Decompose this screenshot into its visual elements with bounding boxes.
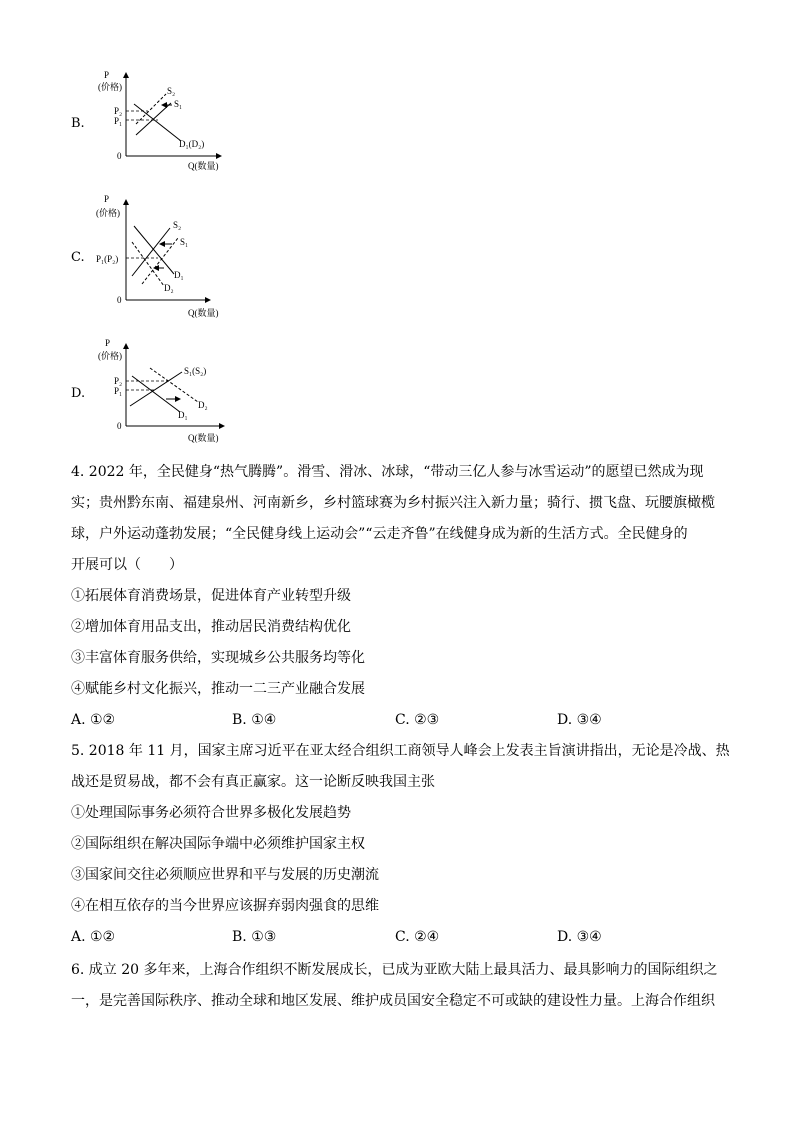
demand-curve-d1	[134, 104, 181, 141]
p-axis-label: P	[105, 338, 111, 348]
p1-label: P₁	[114, 386, 123, 396]
origin-label: 0	[117, 295, 122, 305]
q5-stem-line-2: 战还是贸易战，都不会有真正赢家。这一论断反映我国主张	[71, 774, 435, 790]
q4-stem-line-4: 开展可以（ ）	[71, 557, 183, 573]
s2-label: S₂	[173, 220, 182, 230]
q4-statement-4: ④赋能乡村文化振兴，推动一二三产业融合发展	[71, 681, 365, 697]
q5-answer-a: A. ①②	[71, 929, 116, 945]
q5-answer-d: D. ③④	[557, 929, 602, 945]
origin-label: 0	[117, 151, 122, 161]
q4-statement-2: ②增加体育用品支出，推动居民消费结构优化	[71, 619, 351, 635]
q4-answer-c: C. ②③	[395, 712, 440, 728]
q5-answer-c: C. ②④	[395, 929, 440, 945]
q6-stem-line-2: 一，是完善国际秩序、推动全球和地区发展、维护成员国安全稳定不可或缺的建设性力量。上海合作组织	[71, 993, 715, 1009]
supply-demand-diagram-c	[92, 192, 232, 320]
p-axis-label: P	[104, 194, 110, 204]
q-axis-label: Q(数量)	[188, 308, 219, 318]
p1-p2-label: P₁(P₂)	[96, 254, 119, 264]
s2-label: S₂	[167, 86, 176, 96]
origin-label: 0	[117, 421, 122, 431]
d1-label: D₁	[174, 270, 184, 280]
d1-label: D₁	[178, 410, 188, 420]
d2-label: D₂	[198, 400, 208, 410]
q4-stem-line-1: 4. 2022 年，全民健身“热气腾腾”。滑雪、滑冰、冰球，“带动三亿人参与冰雪运动”的愿望已然成为现	[71, 464, 704, 480]
q-axis-label: Q(数量)	[188, 433, 219, 443]
p-axis-unit: (价格)	[96, 208, 120, 218]
q5-stem-line-1: 5. 2018 年 11 月，国家主席习近平在亚太经合组织工商领导人峰会上发表主旨演讲指出，无论是冷战、热	[71, 743, 730, 759]
q4-statement-3: ③丰富体育服务供给，实现城乡公共服务均等化	[71, 650, 365, 666]
p-axis-unit: (价格)	[98, 82, 122, 92]
q5-statement-2: ②国际组织在解决国际争端中必须维护国家主权	[71, 836, 365, 852]
supply-curve-s1	[142, 238, 178, 284]
q5-statement-4: ④在相互依存的当今世界应该摒弃弱肉强食的思维	[71, 898, 379, 914]
q5-answer-b: B. ①③	[232, 929, 277, 945]
s1-label: S₁	[180, 237, 189, 247]
q4-answer-b: B. ①④	[232, 712, 277, 728]
p2-label: P₂	[114, 106, 123, 116]
q4-answer-d: D. ③④	[557, 712, 602, 728]
demand-curve-d2	[132, 242, 164, 286]
q6-stem-line-1: 6. 成立 20 多年来，上海合作组织不断发展成长，已成为亚欧大陆上最具活力、最具影响力的国际组织之	[71, 962, 718, 978]
q4-statement-1: ①拓展体育消费场景，促进体育产业转型升级	[71, 588, 351, 604]
d2-label: D₂	[164, 283, 174, 293]
supply-curve	[130, 372, 182, 406]
p-axis-unit: (价格)	[98, 351, 122, 361]
q4-answer-a: A. ①②	[71, 712, 116, 728]
q-axis-label: Q(数量)	[188, 161, 219, 171]
supply-demand-diagram-b	[96, 68, 226, 173]
d-label: D₁(D₂)	[179, 139, 205, 149]
p2-label: P₂	[114, 376, 123, 386]
option-letter-d: D.	[71, 386, 86, 401]
s1-label: S₁	[174, 99, 183, 109]
q5-statement-1: ①处理国际事务必须符合世界多极化发展趋势	[71, 805, 351, 821]
s-label: S₁(S₂)	[184, 366, 207, 376]
q4-stem-line-3: 球，户外运动蓬勃发展；“全民健身线上运动会”“云走齐鲁”在线健身成为新的生活方式。全民健身的	[71, 526, 688, 542]
q5-statement-3: ③国家间交往必须顺应世界和平与发展的历史潮流	[71, 867, 379, 883]
option-letter-b: B.	[71, 116, 85, 131]
option-letter-c: C.	[71, 250, 85, 265]
supply-demand-diagram-d	[96, 336, 236, 446]
p1-label: P₁	[114, 116, 123, 126]
q4-stem-line-2: 实；贵州黔东南、福建泉州、河南新乡，乡村篮球赛为乡村振兴注入新力量；骑行、掼飞盘、玩腰旗橄榄	[71, 495, 715, 511]
p-axis-label: P	[104, 70, 110, 80]
